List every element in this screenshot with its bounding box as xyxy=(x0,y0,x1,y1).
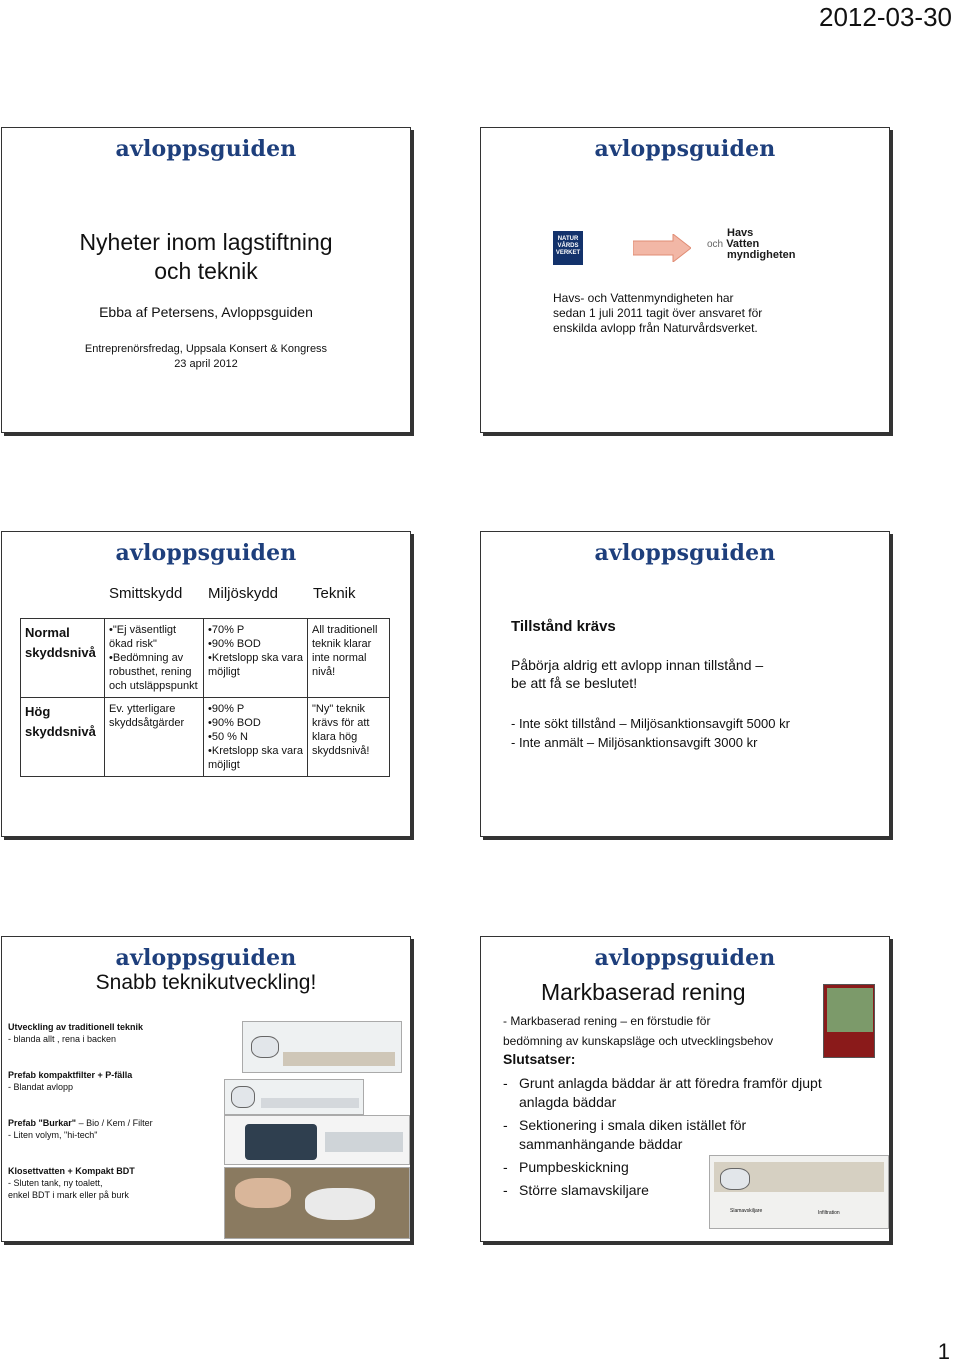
soil-layer xyxy=(283,1052,395,1066)
slide-text: Påbörja aldrig ett avlopp innan tillstånd – be att få se beslutet! xyxy=(511,657,764,691)
tank-shape xyxy=(231,1086,255,1108)
avloppsguiden-logo: avloppsguiden xyxy=(594,540,776,566)
slide-text: Havs- och Vattenmyndigheten har sedan 1 juli 2011 tagit över ansvaret för enskilda avlopp från Naturvårdsverket. xyxy=(553,291,763,335)
naturvardsverket-logo: NATUR VÅRDS VERKET xyxy=(553,231,583,265)
slide-heading: Tillstånd krävs xyxy=(511,618,616,635)
infiltration-diagram: Slamavskiljare Infiltration xyxy=(709,1155,889,1229)
list-item: - Grunt anlagda bäddar är att föredra framför djupt anlagda bäddar xyxy=(503,1075,822,1110)
tank-shape xyxy=(235,1178,291,1208)
print-date: 2012-03-30 xyxy=(819,2,952,32)
slide-3: avloppsguiden Smittskydd Miljöskydd Teknik Normal skyddsnivå • "Ej väsentligt ökad risk" • Bedömning av robusthet, rening och utsläppspunkt • 70% P • 90% BOD • Kretslopp ska vara möjligt All traditionell teknik klarar inte normal nivå! Hög skyddsnivå Ev. ytterligare skyddsåtgärder • 90% P • 90% BOD • 50 % N • Kretslopp ska vara möjligt "Ny" teknik krävs för att klara hög skyddsnivå! xyxy=(1,531,411,837)
page-number: 1 xyxy=(937,1339,950,1364)
slide-title: Nyheter inom lagstiftning och teknik xyxy=(79,229,333,284)
tank-shape xyxy=(251,1036,279,1058)
filter-diagram xyxy=(224,1079,364,1115)
conclusions-heading: Slutsatser: xyxy=(503,1051,576,1067)
list-item: - Större slamavskiljare xyxy=(503,1182,649,1198)
avloppsguiden-logo: avloppsguiden xyxy=(594,945,776,971)
avloppsguiden-logo: avloppsguiden xyxy=(594,136,776,162)
soil-layer xyxy=(261,1098,359,1108)
slide-4 xyxy=(480,531,890,837)
avloppsguiden-logo: avloppsguiden xyxy=(115,540,297,566)
slide-text: - Markbaserad rening – en förstudie för bedömning av kunskapsläge och utvecklingsbehov xyxy=(503,1014,774,1048)
list-item: Klosettvatten + Kompakt BDT - Sluten tank, ny toalett, enkel BDT i mark eller på burk xyxy=(8,1166,135,1200)
row-header: Normal skyddsnivå xyxy=(21,619,105,698)
tank-photo xyxy=(224,1167,410,1239)
burk-diagram xyxy=(224,1115,410,1165)
avloppsguiden-logo: avloppsguiden xyxy=(115,136,297,162)
unit-shape xyxy=(245,1124,317,1160)
table-cell: Ev. ytterligare skyddsåtgärder xyxy=(105,698,204,777)
slide-1 xyxy=(1,127,411,433)
list-item: Prefab kompaktfilter + P-fälla - Blandat avlopp xyxy=(8,1070,133,1092)
slide-2 xyxy=(480,127,890,433)
arrow-right-icon xyxy=(633,234,691,262)
avloppsguiden-logo: avloppsguiden xyxy=(115,945,297,971)
slide-subtitle: Markbaserad rening xyxy=(541,979,746,1005)
list-item: - Pumpbeskickning xyxy=(503,1159,629,1175)
slide-subtitle: Snabb teknikutveckling! xyxy=(95,971,317,994)
table-row xyxy=(21,619,390,698)
tank-shape xyxy=(305,1188,375,1220)
table-cell: • 90% P • 90% BOD • 50 % N • Kretslopp ska vara möjligt xyxy=(204,698,308,777)
tank-shape xyxy=(720,1168,750,1190)
table-cell: All traditionell teknik klarar inte normal nivå! xyxy=(308,619,390,698)
row-header: Hög skyddsnivå xyxy=(21,698,105,777)
technology-list xyxy=(8,1021,208,1225)
author: Ebba af Petersens, Avloppsguiden xyxy=(99,304,313,320)
table-cell: • "Ej väsentligt ökad risk" • Bedömning av robusthet, rening och utsläppspunkt xyxy=(105,619,204,698)
slide-6 xyxy=(480,936,890,1242)
list-item: Utveckling av traditionell teknik - blanda allt , rena i backen xyxy=(8,1022,144,1044)
havs-vatten-logo: Havs och Vatten myndigheten xyxy=(707,227,796,261)
table-row xyxy=(21,698,390,777)
event-info: Entreprenörsfredag, Uppsala Konsert & Kongress 23 april 2012 xyxy=(84,343,328,370)
bed-diagram xyxy=(242,1021,402,1073)
table-cell: "Ny" teknik krävs för att klara hög skyddsnivå! xyxy=(308,698,390,777)
protection-level-table xyxy=(20,618,390,777)
slide-5 xyxy=(1,936,411,1242)
list-item: Prefab "Burkar" – Bio / Kem / Filter - Liten volym, "hi-tech" xyxy=(8,1118,153,1140)
list-item: - Sektionering i smala diken istället för sammanhängande bäddar xyxy=(503,1117,747,1152)
soil-layer xyxy=(325,1132,403,1152)
report-cover-image xyxy=(823,984,875,1058)
cover-photo xyxy=(827,988,873,1032)
table-cell: • 70% P • 90% BOD • Kretslopp ska vara möjligt xyxy=(204,619,308,698)
penalty-list: - Inte sökt tillstånd – Miljösanktionsavgift 5000 kr - Inte anmält – Miljösanktionsavgift 3000 kr xyxy=(511,716,790,750)
